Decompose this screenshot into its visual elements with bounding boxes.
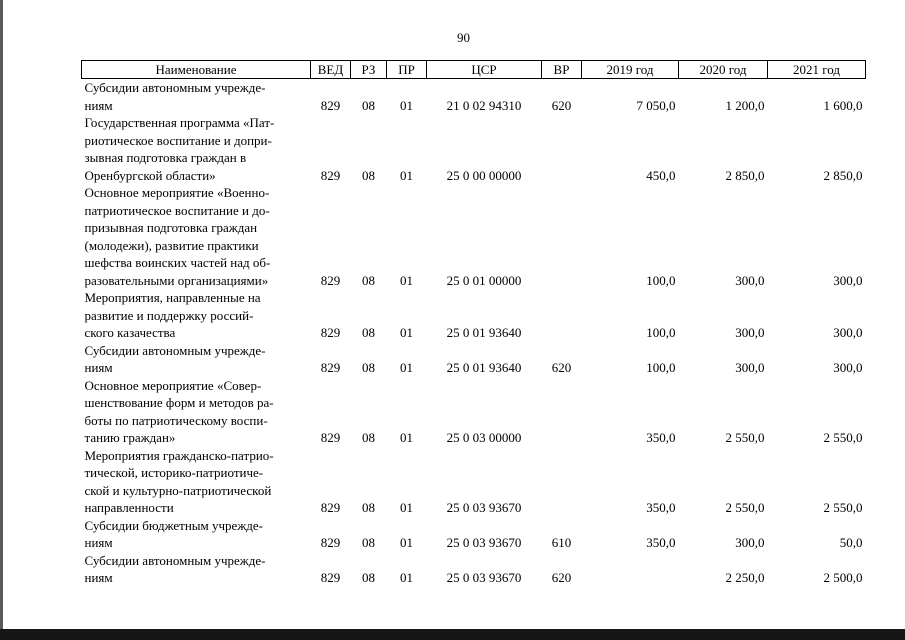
cell-rz: 08: [362, 272, 375, 288]
table-row: [82, 377, 866, 447]
cell-ved: 829: [320, 430, 341, 445]
cell-2019: 100,0: [646, 272, 676, 288]
cell-name: [82, 552, 311, 587]
cell-2021: 1 600,0: [823, 97, 863, 113]
cell-2021: 50,0: [839, 535, 863, 550]
cell-name: [82, 79, 311, 115]
page-bottom-edge-rule: [0, 629, 905, 640]
cell-vr: [542, 377, 582, 447]
name-line: ниям: [84, 360, 113, 375]
cell-vr: [542, 114, 582, 184]
cell-csr: 25 0 00 00000: [446, 167, 522, 183]
name-line: (молодежи), развитие практики: [84, 237, 259, 253]
cell-pr: 01: [400, 360, 413, 375]
budget-table: [81, 60, 866, 587]
cell-ved: 829: [320, 97, 341, 113]
cell-2019: [582, 552, 679, 587]
table-row: [82, 289, 866, 342]
name-line: ниям: [84, 97, 113, 113]
cell-ved: 829: [320, 167, 341, 183]
name-line: развитие и поддержку россий-: [84, 307, 254, 323]
table-row: [82, 552, 866, 587]
name-line: ниям: [84, 570, 113, 585]
name-line: Оренбургской области»: [84, 167, 216, 183]
name-line: шенствование форм и методов ра-: [84, 395, 274, 410]
name-line: призывная подготовка граждан: [84, 220, 258, 235]
name-line: тической, историко-патриотиче-: [84, 465, 264, 480]
cell-2019: 350,0: [646, 430, 676, 445]
page-number: 90: [457, 30, 470, 45]
cell-2019: 100,0: [646, 325, 676, 340]
page-left-edge-rule: [0, 0, 3, 640]
name-line: боты по патриотическому воспи-: [84, 412, 268, 428]
cell-name: [82, 517, 311, 552]
cell-vr: [542, 289, 582, 342]
cell-name: [82, 377, 311, 447]
name-line: Мероприятия гражданско-патрио-: [84, 447, 274, 463]
name-line: Основное мероприятие «Военно-: [84, 185, 270, 200]
name-line: Основное мероприятие «Совер-: [84, 377, 262, 393]
table-row: [82, 517, 866, 552]
cell-csr: 25 0 03 00000: [446, 430, 522, 445]
cell-rz: 08: [362, 430, 375, 445]
name-line: шефства воинских частей над об-: [84, 255, 271, 270]
cell-2021: 300,0: [833, 360, 863, 375]
name-line: ского казачества: [84, 325, 176, 340]
table-header-row: [82, 61, 866, 79]
cell-2019: 100,0: [646, 360, 676, 375]
name-line: разовательными организациями»: [84, 272, 269, 288]
cell-2019: 7 050,0: [636, 97, 676, 113]
name-line: Субсидии автономным учрежде-: [84, 342, 266, 358]
cell-rz: 08: [362, 97, 375, 113]
cell-csr: 25 0 01 00000: [446, 272, 522, 288]
name-line: направленности: [84, 500, 174, 515]
table-row: [82, 342, 866, 377]
table-row: [82, 114, 866, 184]
table-row: [82, 79, 866, 115]
cell-2020: 2 850,0: [725, 167, 765, 183]
header-2021: 2021 год: [768, 61, 866, 79]
header-2019: 2019 год: [582, 61, 679, 79]
cell-vr: [542, 447, 582, 517]
cell-rz: 08: [362, 360, 375, 375]
cell-2020: 300,0: [735, 360, 765, 375]
cell-name: [82, 114, 311, 184]
cell-ved: 829: [320, 325, 341, 340]
cell-csr: 25 0 03 93670: [446, 570, 522, 585]
cell-name: [82, 184, 311, 289]
cell-2021: 2 850,0: [823, 167, 863, 183]
cell-pr: 01: [400, 430, 413, 445]
cell-csr: 21 0 02 94310: [446, 97, 522, 113]
name-line: Субсидии автономным учрежде-: [84, 552, 266, 568]
header-name: Наименование: [82, 61, 311, 79]
cell-pr: 01: [400, 97, 413, 113]
name-line: танию граждан»: [84, 430, 176, 445]
header-2020: 2020 год: [679, 61, 768, 79]
header-csr: ЦСР: [427, 61, 542, 79]
cell-vr: 620: [551, 570, 572, 585]
name-line: риотическое воспитание и допри-: [84, 132, 272, 148]
cell-2020: 300,0: [735, 535, 765, 550]
cell-csr: 25 0 01 93640: [446, 325, 522, 340]
cell-2020: 2 550,0: [725, 430, 765, 445]
cell-csr: 25 0 03 93670: [446, 535, 522, 550]
cell-2020: 1 200,0: [725, 97, 765, 113]
cell-rz: 08: [362, 535, 375, 550]
cell-2021: 300,0: [833, 325, 863, 340]
cell-pr: 01: [400, 570, 413, 585]
cell-pr: 01: [400, 167, 413, 183]
cell-ved: 829: [320, 360, 341, 375]
cell-csr: 25 0 03 93670: [446, 500, 522, 515]
name-line: ской и культурно-патриотической: [84, 482, 272, 498]
cell-vr: 610: [551, 535, 572, 550]
cell-rz: 08: [362, 570, 375, 585]
cell-ved: 829: [320, 570, 341, 585]
cell-pr: 01: [400, 500, 413, 515]
cell-2021: 300,0: [833, 272, 863, 288]
cell-2020: 300,0: [735, 325, 765, 340]
header-pr: ПР: [387, 61, 427, 79]
header-vr: ВР: [542, 61, 582, 79]
header-rz: РЗ: [351, 61, 387, 79]
name-line: Субсидии автономным учрежде-: [84, 80, 266, 95]
cell-pr: 01: [400, 272, 413, 288]
cell-2020: 2 250,0: [725, 570, 765, 585]
cell-ved: 829: [320, 500, 341, 515]
cell-name: [82, 342, 311, 377]
cell-2021: 2 550,0: [823, 500, 863, 515]
name-line: Государственная программа «Пат-: [84, 115, 275, 130]
table-row: [82, 447, 866, 517]
table-body: [82, 79, 866, 587]
cell-rz: 08: [362, 325, 375, 340]
cell-2021: 2 550,0: [823, 430, 863, 445]
cell-ved: 829: [320, 272, 341, 288]
cell-ved: 829: [320, 535, 341, 550]
name-line: Субсидии бюджетным учрежде-: [84, 517, 264, 533]
cell-2021: 2 500,0: [823, 570, 863, 585]
cell-2019: 350,0: [646, 500, 676, 515]
cell-csr: 25 0 01 93640: [446, 360, 522, 375]
cell-name: [82, 289, 311, 342]
cell-2020: 300,0: [735, 272, 765, 288]
header-ved: ВЕД: [311, 61, 351, 79]
name-line: ниям: [84, 535, 113, 550]
name-line: зывная подготовка граждан в: [84, 150, 247, 165]
cell-pr: 01: [400, 325, 413, 340]
cell-2019: 350,0: [646, 535, 676, 550]
cell-rz: 08: [362, 500, 375, 515]
cell-rz: 08: [362, 167, 375, 183]
cell-2019: 450,0: [646, 167, 676, 183]
cell-vr: 620: [551, 97, 572, 113]
cell-pr: 01: [400, 535, 413, 550]
name-line: патриотическое воспитание и до-: [84, 202, 270, 218]
name-line: Мероприятия, направленные на: [84, 290, 261, 305]
cell-name: [82, 447, 311, 517]
table-row: [82, 184, 866, 289]
cell-vr: 620: [551, 360, 572, 375]
cell-vr: [542, 184, 582, 289]
cell-2020: 2 550,0: [725, 500, 765, 515]
